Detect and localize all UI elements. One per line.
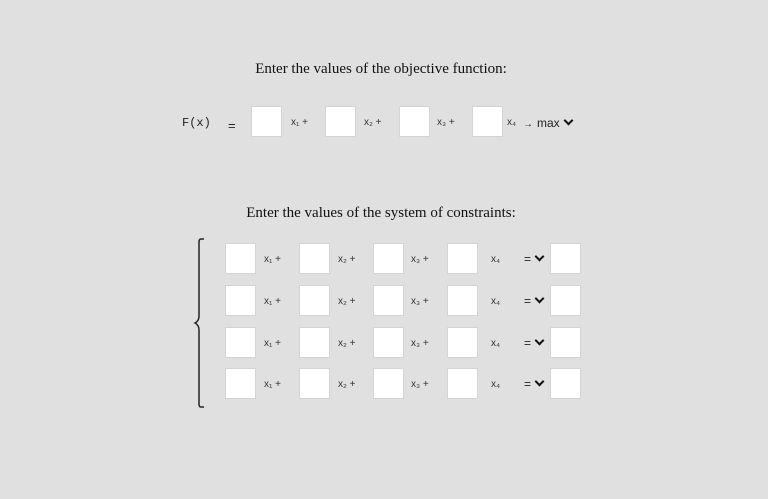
constraint-sign-value: = bbox=[524, 252, 532, 266]
constraint-sign-value: = bbox=[524, 294, 532, 308]
constraint-2-coef-x1[interactable] bbox=[225, 285, 256, 316]
constraint-brace-icon bbox=[192, 238, 206, 408]
constraint-2-coef-x2[interactable] bbox=[299, 285, 330, 316]
objective-term-x3: x₃ + bbox=[437, 117, 455, 128]
constraint-4-coef-x4[interactable] bbox=[447, 368, 478, 399]
constraint-2-term-x3: x₃ + bbox=[411, 296, 429, 307]
constraint-1-sign-select[interactable] bbox=[524, 252, 543, 266]
fx-label: F(x) bbox=[182, 116, 211, 130]
constraint-4-coef-x2[interactable] bbox=[299, 368, 330, 399]
constraint-1-coef-x1[interactable] bbox=[225, 243, 256, 274]
constraint-3-term-x3: x₃ + bbox=[411, 338, 429, 349]
constraint-3-term-x2: x₂ + bbox=[338, 338, 356, 349]
constraint-1-term-x1: x₁ + bbox=[264, 254, 281, 265]
objective-heading: Enter the values of the objective function: bbox=[255, 61, 507, 77]
arrow-icon: → bbox=[523, 119, 533, 130]
constraint-3-sign-select[interactable] bbox=[524, 336, 543, 350]
constraint-2-term-x1: x₁ + bbox=[264, 296, 281, 307]
constraint-3-coef-x1[interactable] bbox=[225, 327, 256, 358]
objective-goal-value: max bbox=[537, 116, 560, 130]
constraint-4-term-x4: x₄ bbox=[491, 379, 501, 390]
constraint-1-term-x4: x₄ bbox=[491, 254, 501, 265]
constraint-2-coef-x3[interactable] bbox=[373, 285, 404, 316]
chevron-down-icon bbox=[563, 116, 573, 126]
constraint-2-sign-select[interactable] bbox=[524, 294, 543, 308]
constraint-4-sign-select[interactable] bbox=[524, 377, 543, 391]
constraint-3-coef-x3[interactable] bbox=[373, 327, 404, 358]
objective-term-x1: x₁ + bbox=[291, 117, 308, 128]
constraint-4-coef-x1[interactable] bbox=[225, 368, 256, 399]
objective-coef-x3[interactable] bbox=[399, 106, 430, 137]
objective-coef-x2[interactable] bbox=[325, 106, 356, 137]
constraints-heading: Enter the values of the system of constraints: bbox=[246, 205, 516, 221]
constraint-sign-value: = bbox=[524, 377, 532, 391]
constraint-2-term-x4: x₄ bbox=[491, 296, 501, 307]
constraint-4-rhs-input[interactable] bbox=[550, 368, 581, 399]
constraint-4-term-x2: x₂ + bbox=[338, 379, 356, 390]
chevron-down-icon bbox=[535, 294, 545, 304]
constraint-3-term-x1: x₁ + bbox=[264, 338, 281, 349]
chevron-down-icon bbox=[535, 377, 545, 387]
constraint-1-coef-x3[interactable] bbox=[373, 243, 404, 274]
constraint-1-coef-x2[interactable] bbox=[299, 243, 330, 274]
constraint-1-coef-x4[interactable] bbox=[447, 243, 478, 274]
constraint-3-coef-x2[interactable] bbox=[299, 327, 330, 358]
objective-term-x4: x₄ bbox=[507, 117, 517, 128]
constraint-2-coef-x4[interactable] bbox=[447, 285, 478, 316]
chevron-down-icon bbox=[535, 336, 545, 346]
objective-equals: = bbox=[228, 118, 236, 133]
objective-goal-select[interactable] bbox=[523, 116, 572, 130]
constraint-4-term-x1: x₁ + bbox=[264, 379, 281, 390]
objective-coef-x4[interactable] bbox=[472, 106, 503, 137]
constraint-4-coef-x3[interactable] bbox=[373, 368, 404, 399]
constraint-2-term-x2: x₂ + bbox=[338, 296, 356, 307]
constraint-1-term-x3: x₃ + bbox=[411, 254, 429, 265]
objective-term-x2: x₂ + bbox=[364, 117, 382, 128]
constraint-4-term-x3: x₃ + bbox=[411, 379, 429, 390]
constraint-2-rhs-input[interactable] bbox=[550, 285, 581, 316]
constraint-3-term-x4: x₄ bbox=[491, 338, 501, 349]
chevron-down-icon bbox=[535, 252, 545, 262]
constraint-3-rhs-input[interactable] bbox=[550, 327, 581, 358]
objective-coef-x1[interactable] bbox=[251, 106, 282, 137]
constraint-sign-value: = bbox=[524, 336, 532, 350]
constraint-3-coef-x4[interactable] bbox=[447, 327, 478, 358]
constraint-1-term-x2: x₂ + bbox=[338, 254, 356, 265]
constraint-1-rhs-input[interactable] bbox=[550, 243, 581, 274]
